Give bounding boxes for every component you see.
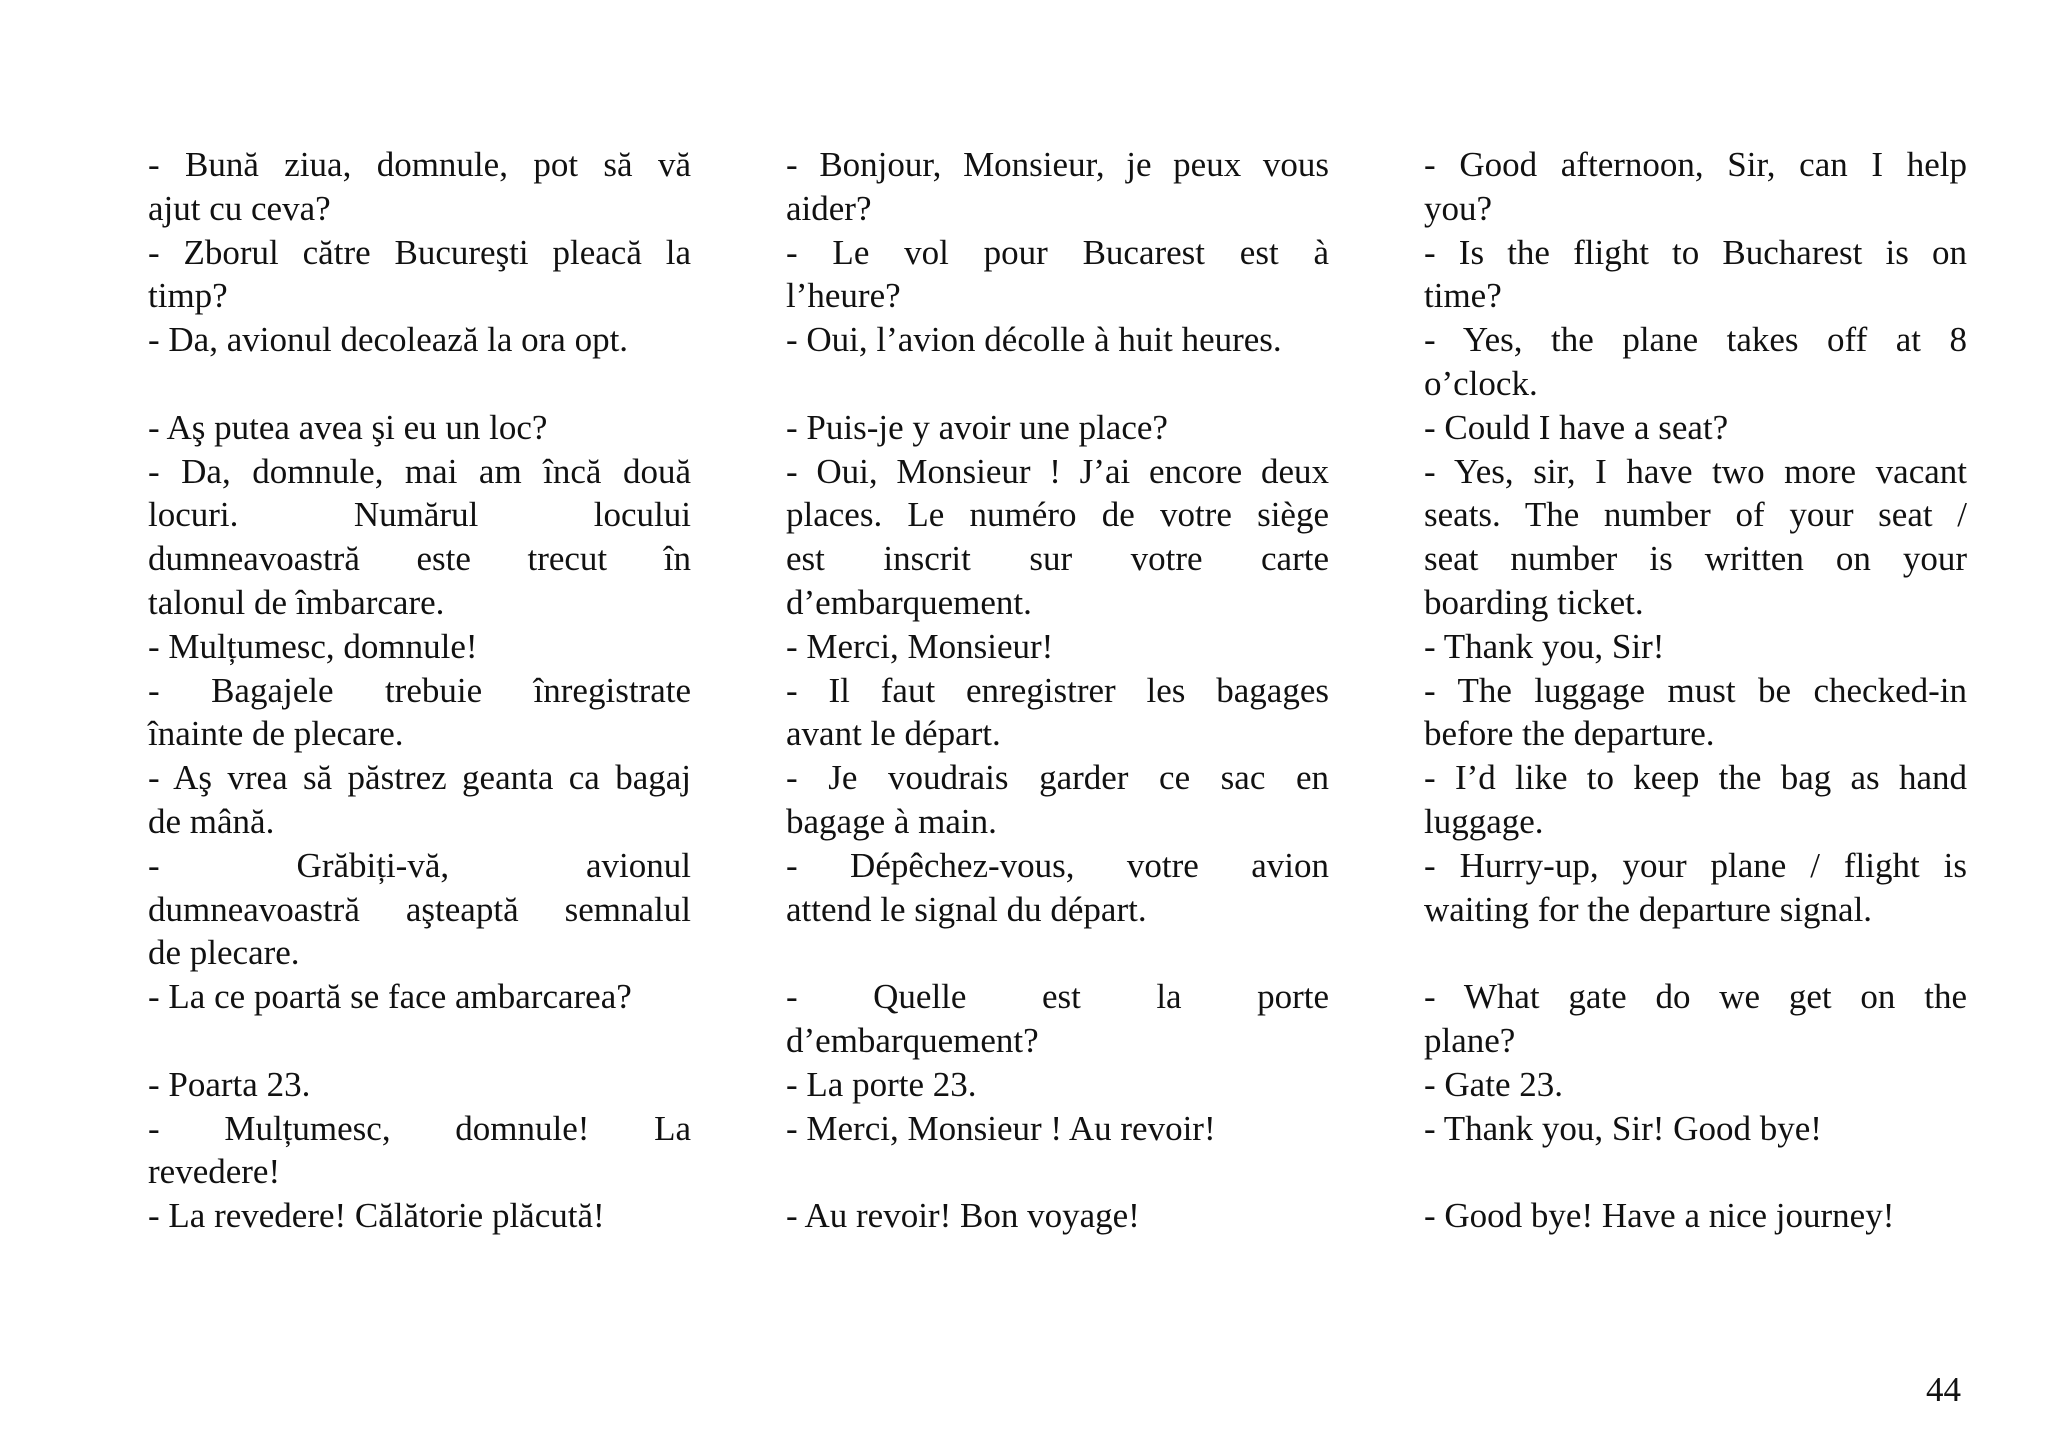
blank-line	[1424, 1150, 1967, 1194]
text-line: - Il faut enregistrer les bagages	[786, 670, 1329, 710]
blank-line	[148, 1019, 691, 1063]
text-line: - Je voudrais garder ce sac en	[786, 758, 1329, 798]
text-line: - Bagajele trebuie înregistrate	[148, 670, 691, 710]
text-line: - Bună ziua, domnule, pot să vă	[148, 145, 691, 184]
text-line: - Quelle est la porte	[786, 977, 1329, 1017]
text-line: attend le signal du départ.	[786, 889, 1147, 929]
text-line: de plecare.	[148, 933, 300, 973]
text-line: - I’d like to keep the bag as hand	[1424, 758, 1967, 798]
text-line: you?	[1424, 188, 1493, 228]
text-line: - Mulțumesc, domnule! La	[148, 1108, 691, 1148]
text-line: - Thank you, Sir!	[1424, 626, 1665, 666]
text-line: seats. The number of your seat /	[1424, 495, 1967, 535]
text-line: before the departure.	[1424, 714, 1715, 754]
text-line: - Poarta 23.	[148, 1064, 311, 1104]
text-line: - Bonjour, Monsieur, je peux vous	[786, 145, 1329, 184]
text-line: înainte de plecare.	[148, 714, 404, 754]
column-french	[786, 143, 1329, 1238]
text-line: dumneavoastră este trecut în	[148, 539, 691, 579]
text-line: locuri. Numărul locului	[148, 495, 691, 535]
text-line: - Could I have a seat?	[1424, 407, 1729, 447]
text-line: - La revedere! Călătorie plăcută!	[148, 1196, 605, 1236]
text-line: seat number is written on your	[1424, 539, 1967, 579]
text-line: bagage à main.	[786, 801, 997, 841]
column-romanian	[148, 143, 691, 1238]
text-line: de mână.	[148, 801, 275, 841]
text-line: - Good bye! Have a nice journey!	[1424, 1196, 1895, 1236]
text-line: - Aş putea avea şi eu un loc?	[148, 407, 548, 447]
text-line: - Oui, Monsieur ! J’ai encore deux	[786, 451, 1329, 491]
text-line: est inscrit sur votre carte	[786, 539, 1329, 579]
blank-line	[786, 931, 1329, 975]
text-line: d’embarquement?	[786, 1020, 1039, 1060]
text-line: - Thank you, Sir! Good bye!	[1424, 1108, 1822, 1148]
text-line: - Merci, Monsieur!	[786, 626, 1054, 666]
text-line: luggage.	[1424, 801, 1544, 841]
text-line: - Mulțumesc, domnule!	[148, 626, 478, 666]
text-line: o’clock.	[1424, 363, 1538, 403]
page-number: 44	[1926, 1370, 1961, 1409]
text-line: avant le départ.	[786, 714, 1001, 754]
text-line: plane?	[1424, 1020, 1516, 1060]
text-line: - What gate do we get on the	[1424, 977, 1967, 1017]
text-line: - Puis-je y avoir une place?	[786, 407, 1168, 447]
text-line: - Merci, Monsieur ! Au revoir!	[786, 1108, 1216, 1148]
blank-line	[148, 362, 691, 406]
text-line: - Da, domnule, mai am încă două	[148, 451, 691, 491]
blank-line	[1424, 931, 1967, 975]
text-line: l’heure?	[786, 276, 901, 316]
text-line: places. Le numéro de votre siège	[786, 495, 1329, 535]
text-line: - The luggage must be checked-in	[1424, 670, 1967, 710]
text-line: - Good afternoon, Sir, can I help	[1424, 145, 1967, 184]
text-line: - Le vol pour Bucarest est à	[786, 232, 1329, 272]
text-line: - Oui, l’avion décolle à huit heures.	[786, 320, 1282, 360]
text-line: dumneavoastră aşteaptă semnalul	[148, 889, 691, 929]
text-line: - Hurry-up, your plane / flight is	[1424, 845, 1967, 885]
text-line: boarding ticket.	[1424, 582, 1644, 622]
text-line: - Dépêchez-vous, votre avion	[786, 845, 1329, 885]
text-line: - Aş vrea să păstrez geanta ca bagaj	[148, 758, 691, 798]
text-line: - Gate 23.	[1424, 1064, 1563, 1104]
text-line: - Grăbiți-vă, avionul	[148, 845, 691, 885]
text-line: - La ce poartă se face ambarcarea?	[148, 977, 632, 1017]
text-line: - Da, avionul decolează la ora opt.	[148, 320, 629, 360]
blank-line	[786, 362, 1329, 406]
text-line: - La porte 23.	[786, 1064, 977, 1104]
text-line: aider?	[786, 188, 872, 228]
text-line: talonul de îmbarcare.	[148, 582, 445, 622]
text-line: time?	[1424, 276, 1502, 316]
text-line: d’embarquement.	[786, 582, 1032, 622]
blank-line	[786, 1150, 1329, 1194]
text-line: - Is the flight to Bucharest is on	[1424, 232, 1967, 272]
column-english	[1424, 143, 1967, 1238]
text-line: waiting for the departure signal.	[1424, 889, 1873, 929]
text-line: - Au revoir! Bon voyage!	[786, 1196, 1140, 1236]
text-line: timp?	[148, 276, 228, 316]
text-line: - Zborul către Bucureşti pleacă la	[148, 232, 691, 272]
text-line: - Yes, sir, I have two more vacant	[1424, 451, 1967, 491]
text-line: revedere!	[148, 1152, 281, 1192]
text-line: ajut cu ceva?	[148, 188, 331, 228]
text-line: - Yes, the plane takes off at 8	[1424, 320, 1967, 360]
